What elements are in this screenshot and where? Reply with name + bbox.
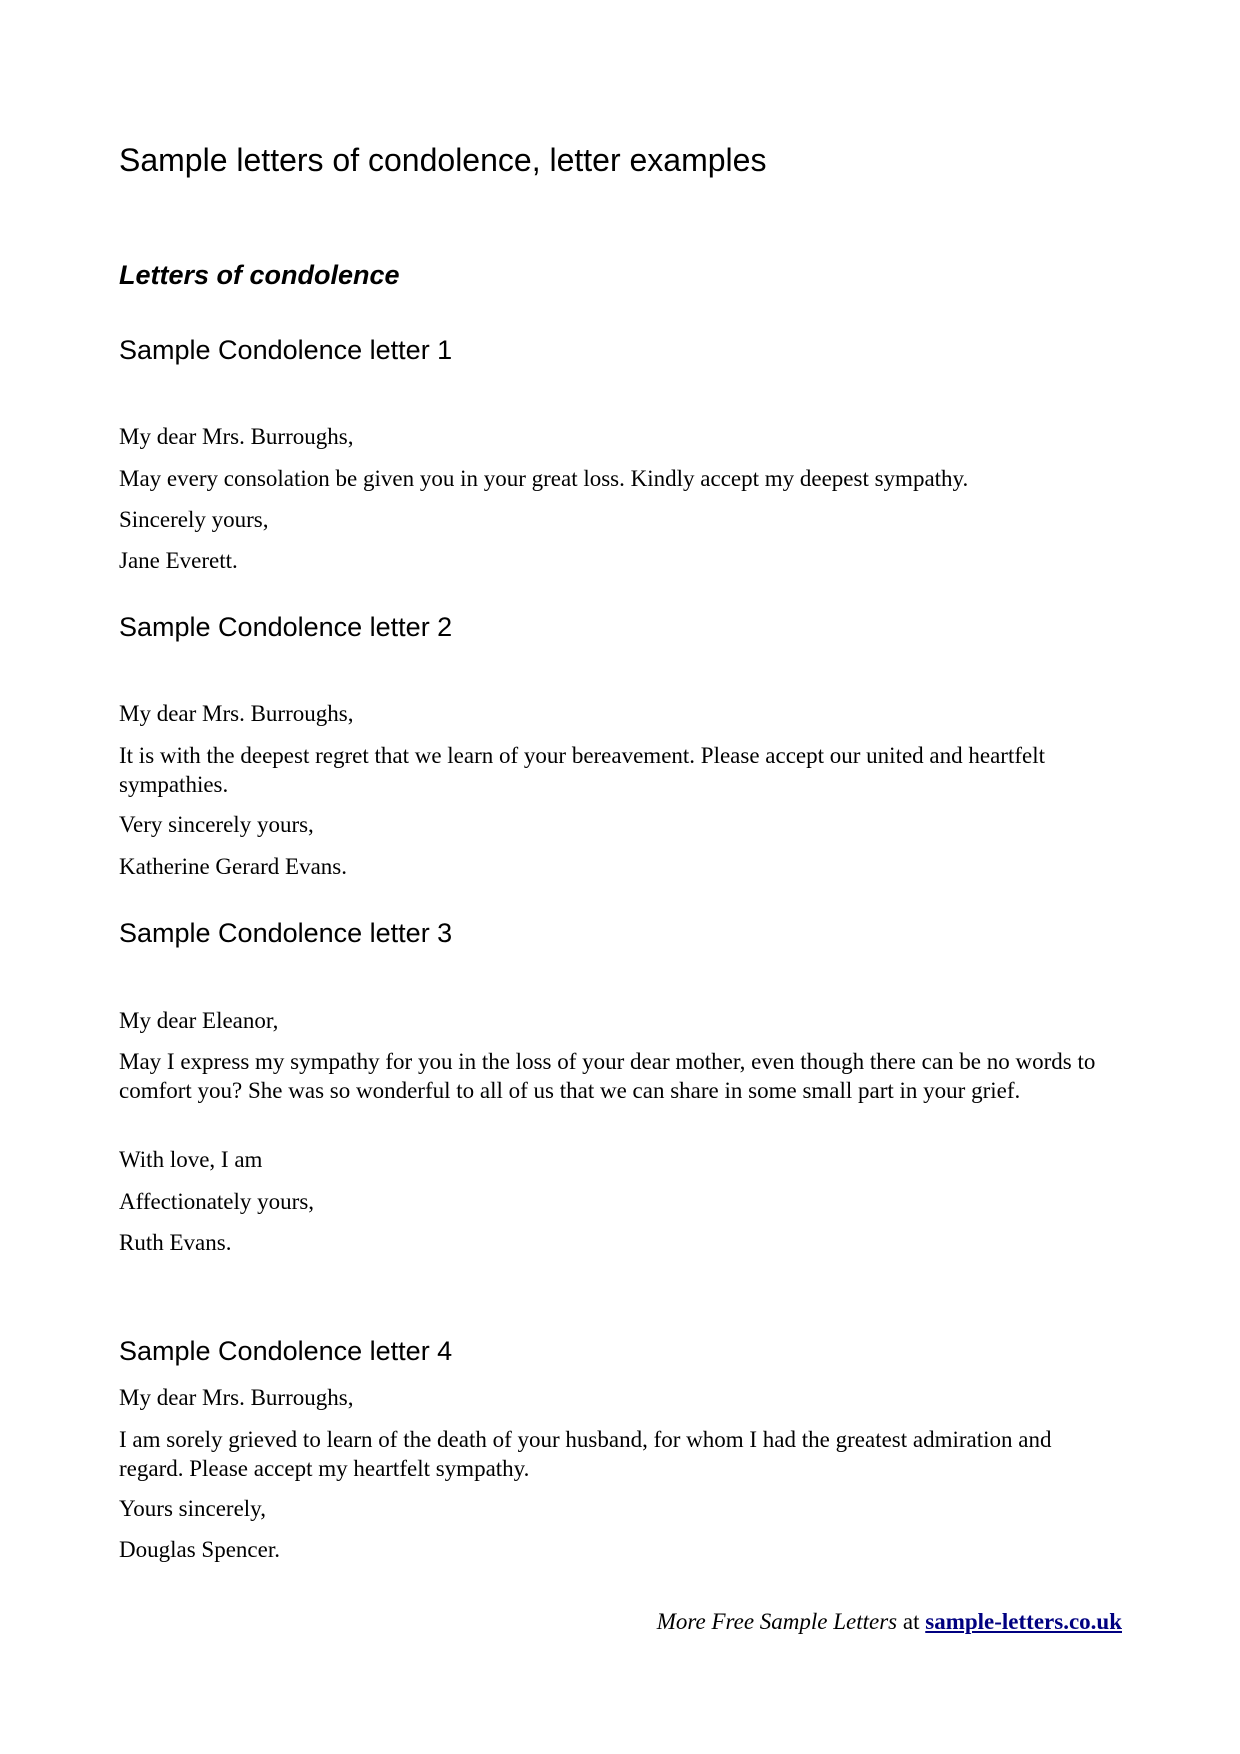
letter-4-heading: Sample Condolence letter 4	[119, 1336, 453, 1366]
letter-1-body: May every consolation be given you in your great loss. Kindly accept my deepest sympathy.	[119, 466, 969, 491]
letter-4-signature: Douglas Spencer.	[119, 1537, 280, 1562]
letter-2-closing: Very sincerely yours,	[119, 812, 314, 837]
footer	[657, 1609, 1122, 1635]
letter-1-salutation: My dear Mrs. Burroughs,	[119, 424, 354, 449]
letter-4-salutation: My dear Mrs. Burroughs,	[119, 1385, 354, 1410]
footer-link[interactable]: sample-letters.co.uk	[925, 1609, 1122, 1634]
letter-2-signature: Katherine Gerard Evans.	[119, 854, 347, 879]
letter-4-body: I am sorely grieved to learn of the death of your husband, for whom I had the greatest admiration and regard. Please accept my heartfelt sympathy.	[119, 1427, 1052, 1481]
letter-2-body: It is with the deepest regret that we learn of your bereavement. Please accept our united and heartfelt sympathies.	[119, 743, 1045, 797]
letter-4-closing: Yours sincerely,	[119, 1496, 266, 1521]
letter-3-signature: Ruth Evans.	[119, 1230, 232, 1255]
letter-3-salutation: My dear Eleanor,	[119, 1008, 279, 1033]
page-title: Sample letters of condolence, letter examples	[119, 142, 767, 178]
letter-1-signature: Jane Everett.	[119, 548, 238, 573]
letter-3-body: May I express my sympathy for you in the loss of your dear mother, even though there can be no words to comfort you? She was so wonderful to all of us that we can share in some small part in your grief.	[119, 1049, 1096, 1103]
letter-1-heading: Sample Condolence letter 1	[119, 335, 453, 365]
letter-1-closing: Sincerely yours,	[119, 507, 269, 532]
letter-3-closing-line-2: Affectionately yours,	[119, 1189, 315, 1214]
letter-2-heading: Sample Condolence letter 2	[119, 612, 453, 642]
section-subtitle: Letters of condolence	[119, 260, 400, 290]
letter-2-salutation: My dear Mrs. Burroughs,	[119, 701, 354, 726]
letter-3-closing-line-1: With love, I am	[119, 1147, 263, 1172]
letter-3-heading: Sample Condolence letter 3	[119, 918, 453, 948]
footer-prefix: More Free Sample Letters	[656, 1609, 898, 1634]
footer-connector: at	[902, 1609, 920, 1634]
